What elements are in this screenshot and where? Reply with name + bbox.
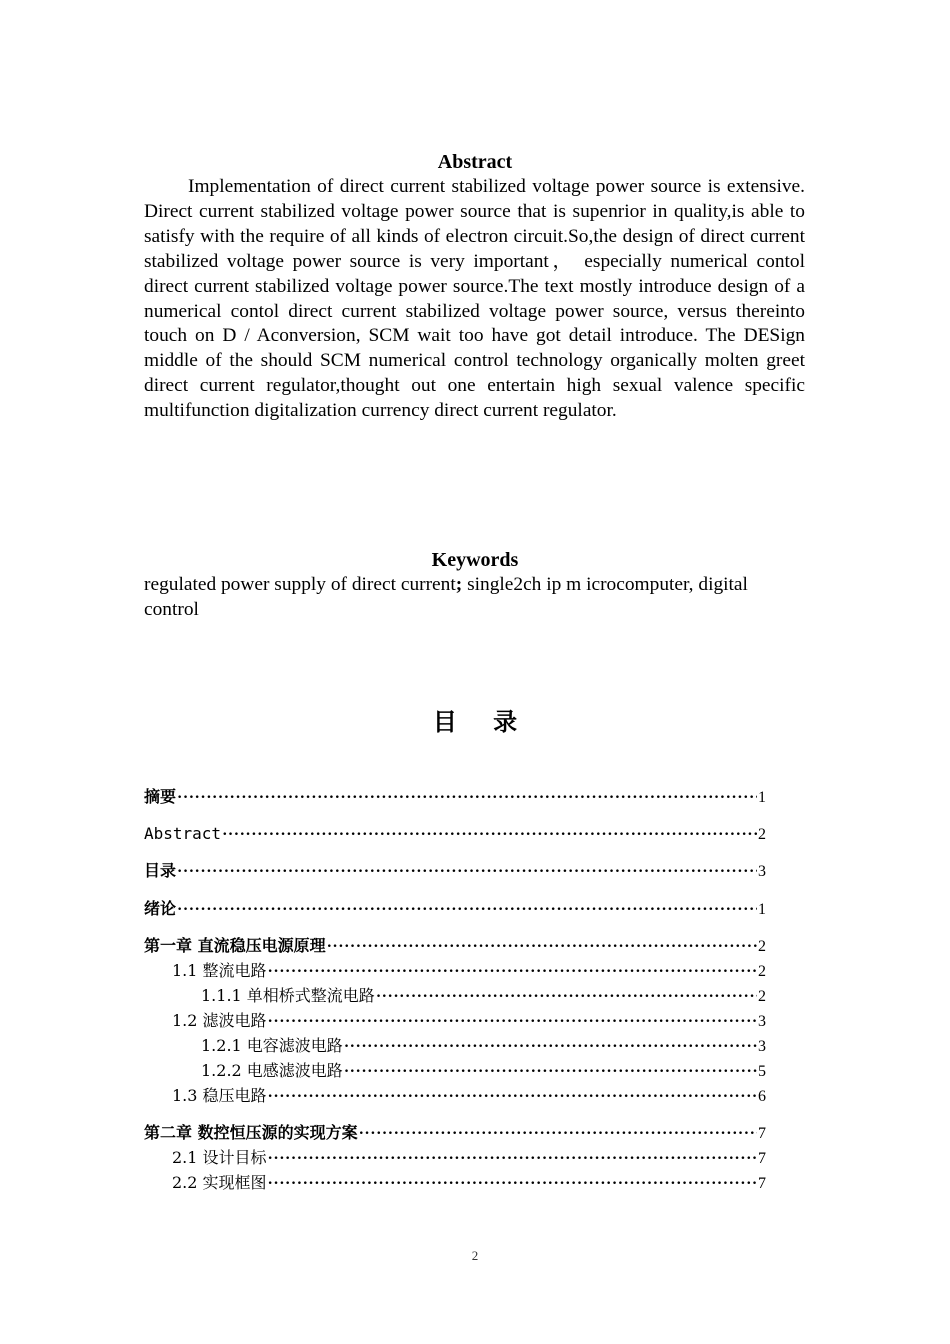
- toc-heading: 目 录: [432, 708, 532, 736]
- toc-entry-chapter[interactable]: [144, 1122, 766, 1145]
- toc-leader-dots: [268, 1011, 757, 1033]
- toc-entry-page: 2: [758, 988, 766, 1005]
- toc-leader-dots: [268, 1173, 757, 1195]
- toc-entry-label: 1.2 滤波电路: [172, 1011, 267, 1030]
- toc-entry-page: 2: [758, 826, 766, 843]
- keywords-separator: ;: [455, 574, 463, 595]
- toc-leader-dots: [268, 1148, 757, 1170]
- toc-entry-label: 摘要: [144, 787, 177, 806]
- toc-leader-dots: [222, 824, 757, 846]
- toc-leader-dots: [344, 1036, 757, 1058]
- toc-entry-chapter[interactable]: [144, 935, 766, 958]
- toc-entry-page: 6: [758, 1088, 766, 1105]
- toc-entry-page: 7: [758, 1175, 766, 1192]
- toc-entry[interactable]: [144, 860, 766, 883]
- toc-entry-page: 2: [758, 963, 766, 980]
- toc-entry[interactable]: [144, 786, 766, 809]
- toc-entry-label: 1.2.2 电感滤波电路: [201, 1061, 343, 1080]
- toc-entry-subsection[interactable]: [201, 1035, 766, 1058]
- toc-entry-label: 2.1 设计目标: [172, 1148, 267, 1167]
- toc-entry-label: 1.1.1 单相桥式整流电路: [201, 986, 375, 1005]
- abstract-body: Implementation of direct current stabilized voltage power source is extensive. Direct current stabilized voltage power source that is supenrior in quality,is able to satisfy with the require of all kinds of electron circuit.So,the design of direct current stabilized voltage power source is very important， especially numerical contol direct current stabilized voltage power source.The text mostly introduce design of a numerical contol direct current stabilized voltage power source, versus thereinto touch on D / Aconversion, SCM wait too have got detail introduce. The DESign middle of the should SCM numerical control technology organically molten greet direct current regulator,thought out one entertain high sexual valence specific multifunction digitalization currency direct current regulator.: [144, 176, 805, 422]
- toc-entry-page: 3: [758, 1038, 766, 1055]
- toc-entry-label: 1.1 整流电路: [172, 961, 267, 980]
- page-number: 2: [471, 1248, 479, 1263]
- toc-entry-subsection[interactable]: [201, 985, 766, 1008]
- toc-entry-label: 第二章 数控恒压源的实现方案: [144, 1123, 358, 1142]
- toc-entry-label: 绪论: [144, 899, 177, 918]
- toc-leader-dots: [376, 986, 757, 1008]
- keywords-part1: regulated power supply of direct current: [144, 574, 456, 595]
- toc-entry-page: 2: [758, 938, 766, 955]
- toc-entry-section[interactable]: [172, 960, 766, 983]
- toc-leader-dots: [327, 936, 757, 958]
- toc-leader-dots: [177, 787, 757, 809]
- toc-entry-page: 5: [758, 1063, 766, 1080]
- toc-entry[interactable]: [144, 823, 766, 846]
- toc-leader-dots: [344, 1061, 757, 1083]
- toc-entry-label: 第一章 直流稳压电源原理: [144, 936, 326, 955]
- abstract-heading: Abstract: [437, 151, 513, 173]
- toc-entry[interactable]: [144, 898, 766, 921]
- keywords-heading: Keywords: [431, 549, 519, 571]
- toc-leader-dots: [268, 1086, 757, 1108]
- keywords-part2: single2ch ip m icrocomputer, digital control: [144, 574, 748, 620]
- toc-leader-dots: [268, 961, 757, 983]
- toc-entry-page: 1: [758, 789, 766, 806]
- toc-entry-label: 1.3 稳压电路: [172, 1086, 267, 1105]
- toc-entry-page: 7: [758, 1150, 766, 1167]
- toc-entry-page: 7: [758, 1125, 766, 1142]
- toc-entry-page: 1: [758, 901, 766, 918]
- toc-entry-subsection[interactable]: [201, 1060, 766, 1083]
- toc-entry-label: 目录: [144, 861, 177, 880]
- toc-entry-page: 3: [758, 1013, 766, 1030]
- toc-leader-dots: [359, 1123, 757, 1145]
- toc-entry-label: 1.2.1 电容滤波电路: [201, 1036, 343, 1055]
- toc-entry-section[interactable]: [172, 1010, 766, 1033]
- toc-entry-page: 3: [758, 863, 766, 880]
- toc-entry-label: 2.2 实现框图: [172, 1173, 267, 1192]
- toc-leader-dots: [177, 899, 757, 921]
- toc-entry-label: Abstract: [144, 824, 222, 843]
- toc-entry-section[interactable]: [172, 1147, 766, 1170]
- toc-entry-section[interactable]: [172, 1172, 766, 1195]
- toc-leader-dots: [177, 861, 757, 883]
- toc-entry-section[interactable]: [172, 1085, 766, 1108]
